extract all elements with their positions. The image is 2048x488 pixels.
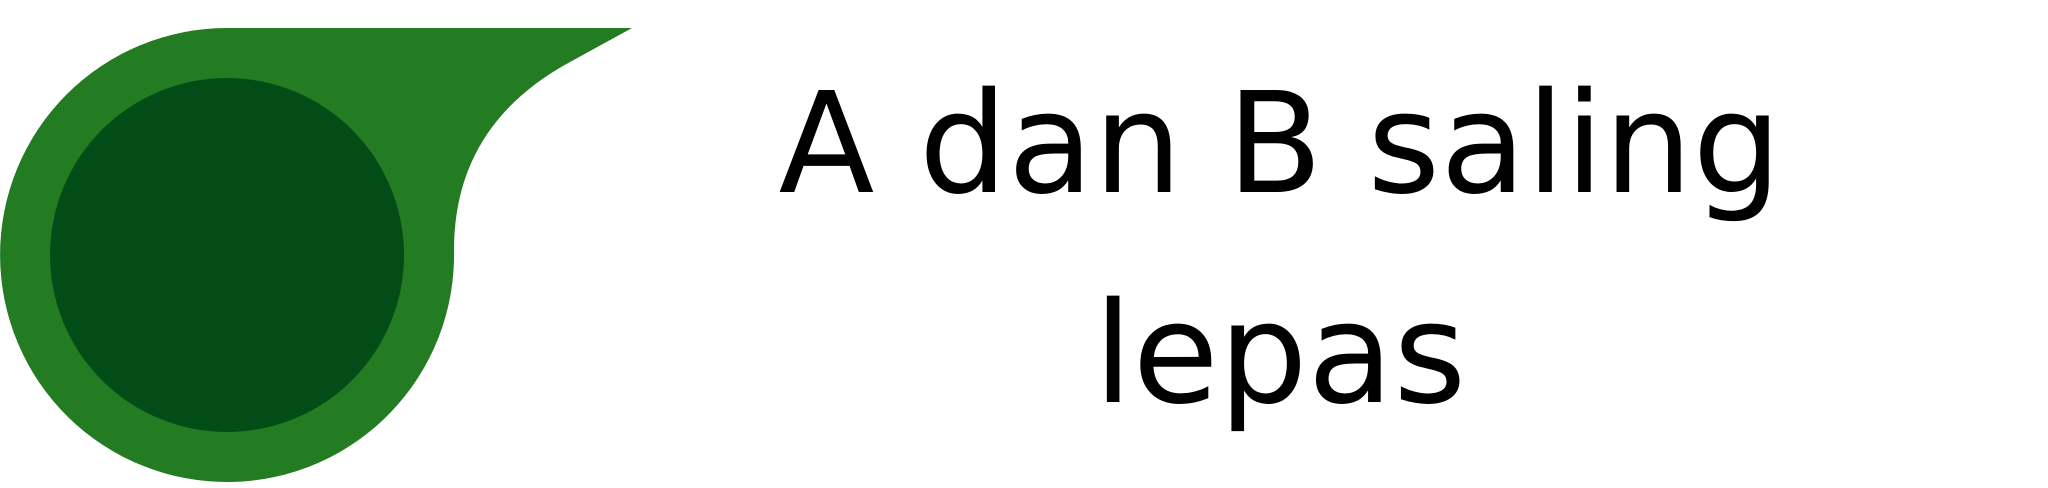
caption-line-1: A dan B saling xyxy=(778,63,1782,226)
caption-line-2: lepas xyxy=(1093,273,1467,436)
inner-circle xyxy=(50,78,404,432)
caption-text xyxy=(700,40,1860,460)
